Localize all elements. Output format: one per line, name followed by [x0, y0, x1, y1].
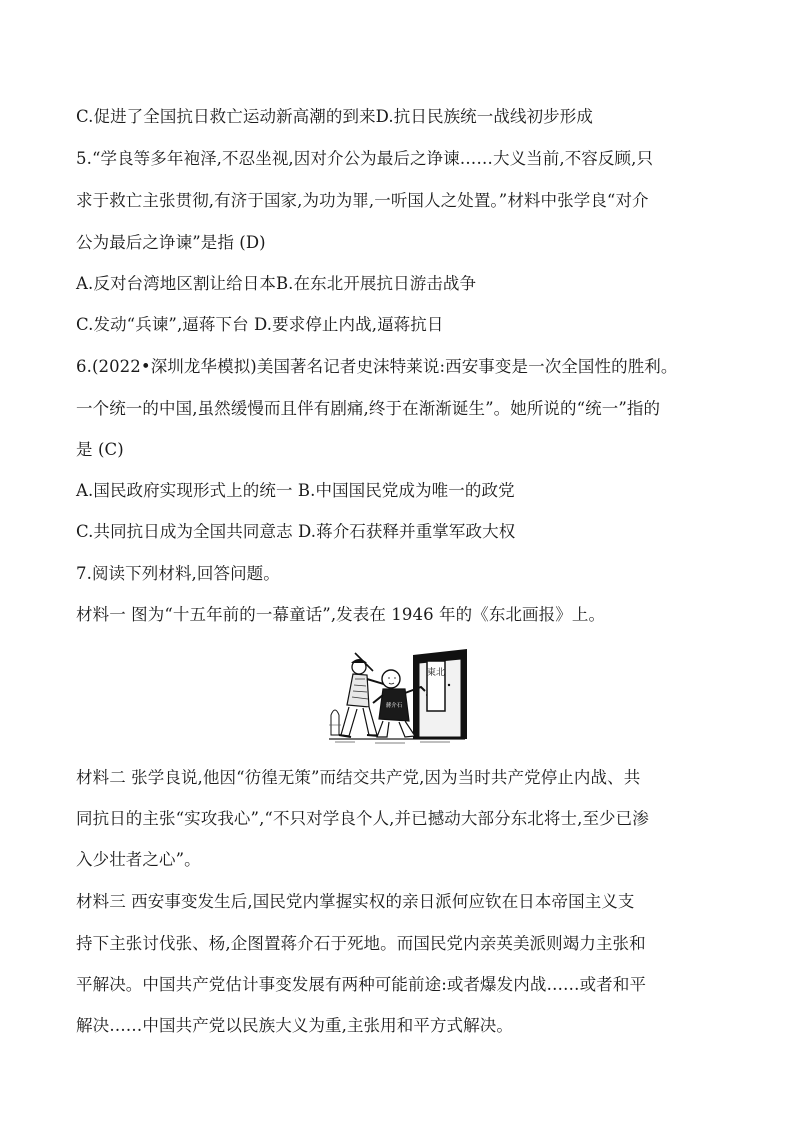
jacket-text: 蔣介石	[385, 703, 403, 709]
text-line-q6-stem-3: 是 (C)	[76, 440, 124, 459]
text-line-q5-options-cd: C.发动“兵谏”,逼蒋下台 D.要求停止内战,逼蒋抗日	[76, 315, 444, 334]
text-line-material-1: 材料一 图为“十五年前的一幕童话”,发表在 1946 年的《东北画报》上。	[76, 605, 606, 624]
text-line-q6-stem-2: 一个统一的中国,虽然缓慢而且伴有剧痛,终于在渐渐诞生”。她所说的“统一”指的	[76, 399, 661, 418]
text-line-material-2-3: 入少壮者之心”。	[76, 850, 201, 869]
text-line-q7-stem: 7.阅读下列材料,回答问题。	[76, 564, 280, 583]
sign-text: 東北	[426, 668, 446, 678]
text-line-q5-options-ab: A.反对台湾地区割让给日本B.在东北开展抗日游击战争	[76, 274, 477, 293]
text-line-q5-stem-2: 求于救亡主张贯彻,有济于国家,为功为罪,一听国人之处置。”材料中张学良“对介	[76, 191, 649, 210]
text-line-material-3-3: 平解决。中国共产党估计事变发展有两种可能前途:或者爆发内战……或者和平	[76, 975, 647, 994]
text-line-material-2-1: 材料二 张学良说,他因“彷徨无策”而结交共产党,因为当时共产党停止内战、共	[76, 768, 641, 787]
cartoon-illustration	[325, 645, 472, 745]
text-line-material-3-2: 持下主张讨伐张、杨,企图置蒋介石于死地。而国民党内亲英美派则竭力主张和	[76, 934, 646, 953]
text-line-q5-stem-1: 5.“学良等多年袍泽,不忍坐视,因对介公为最后之诤谏……大义当前,不容反顾,只	[76, 149, 654, 168]
text-line-option-c-q4: C.促进了全国抗日救亡运动新高潮的到来D.抗日民族统一战线初步形成	[76, 107, 593, 126]
text-line-material-2-2: 同抗日的主张“实攻我心”,“不只对学良个人,并已撼动大部分东北将士,至少已渗	[76, 809, 649, 828]
text-line-q6-options-cd: C.共同抗日成为全国共同意志 D.蒋介石获释并重掌军政大权	[76, 522, 516, 541]
text-line-q6-stem-1: 6.(2022•深圳龙华模拟)美国著名记者史沫特莱说:西安事变是一次全国性的胜利。	[76, 357, 678, 376]
text-line-q5-stem-3: 公为最后之诤谏”是指 (D)	[76, 233, 266, 252]
text-line-q6-options-ab: A.国民政府实现形式上的统一 B.中国国民党成为唯一的政党	[76, 481, 515, 500]
text-line-material-3-1: 材料三 西安事变发生后,国民党内掌握实权的亲日派何应钦在日本帝国主义支	[76, 892, 635, 911]
text-line-material-3-4: 解决……中国共产党以民族大义为重,主张用和平方式解决。	[76, 1016, 513, 1035]
